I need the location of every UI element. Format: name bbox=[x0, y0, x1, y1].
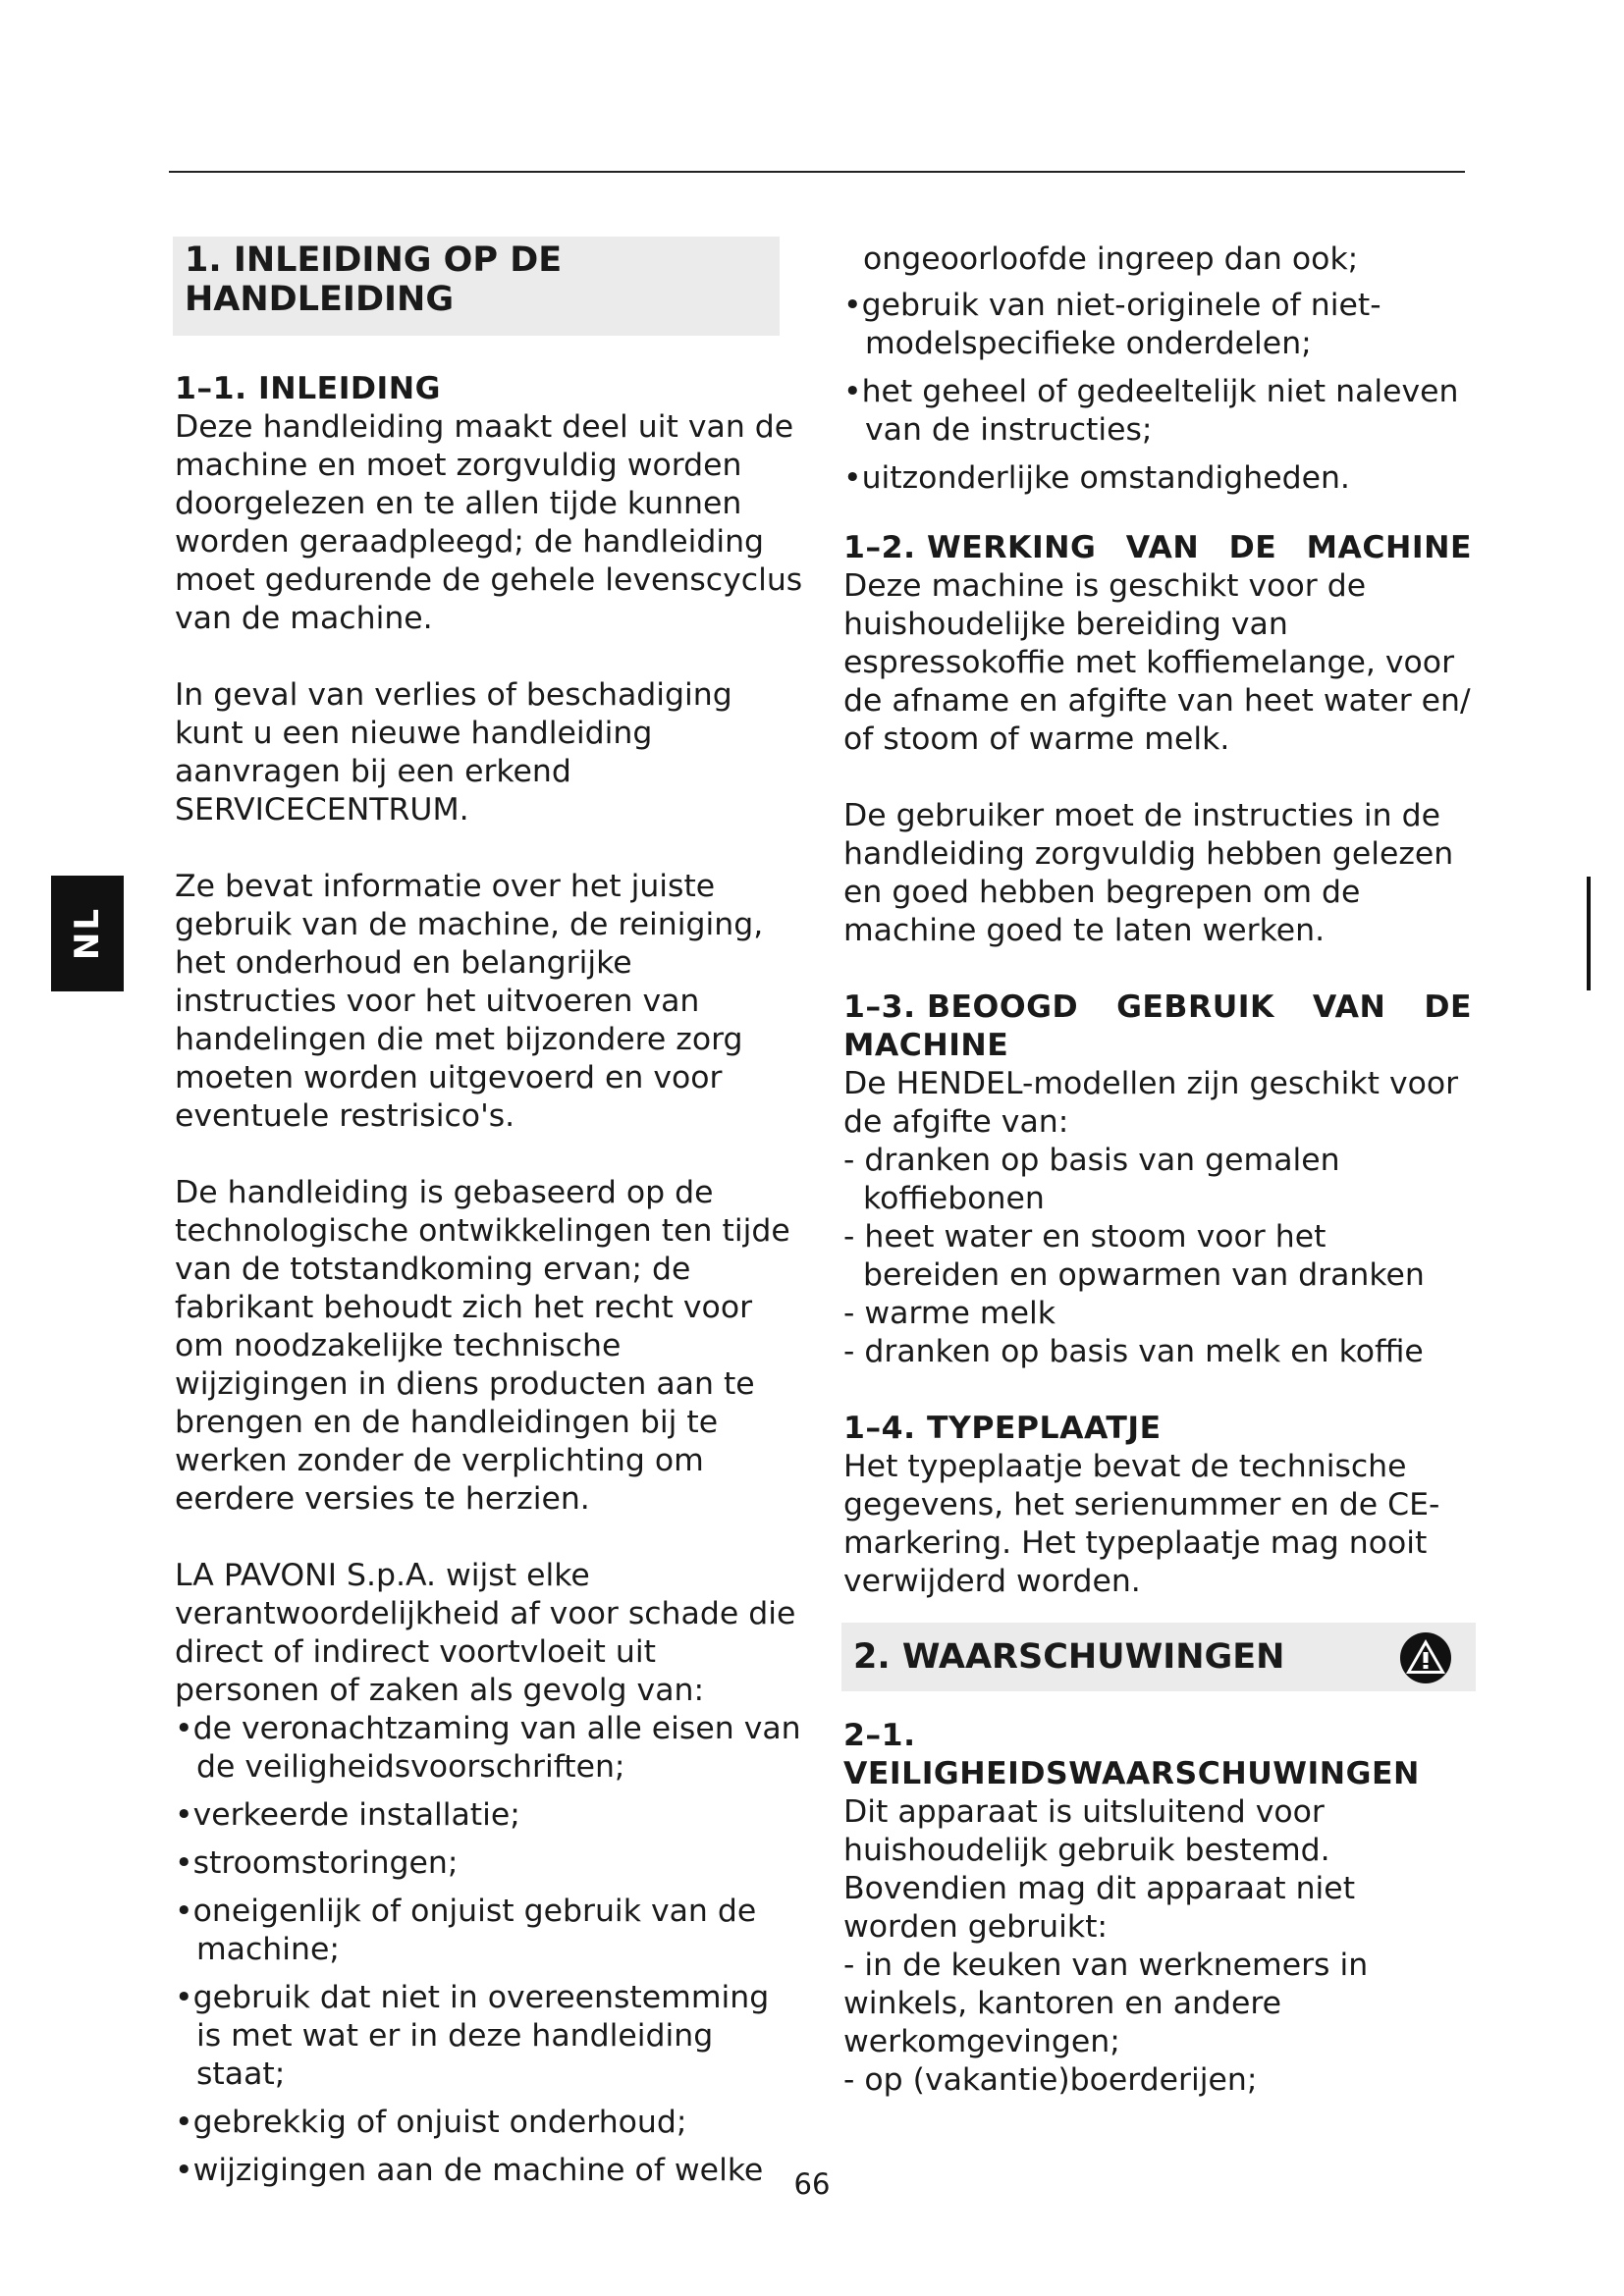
list-item: •wijzigingen aan de machine of welke bbox=[175, 2153, 764, 2188]
list-item: - dranken op basis van gemalen koffiebonen bbox=[843, 1143, 1340, 1216]
list-item: •uitzonderlijke omstandigheden. bbox=[843, 460, 1350, 496]
section-2-1-title: 2–1. VEILIGHEIDSWAARSCHUWINGEN bbox=[843, 1718, 1420, 1791]
section-1-4-title: 1–4. TYPEPLAATJE bbox=[843, 1411, 1162, 1446]
list-item: •de veronachtzaming van alle eisen van de veiligheidsvoorschriften; bbox=[175, 1711, 801, 1785]
section-2-banner-title: 2. WAARSCHUWINGEN bbox=[853, 1637, 1285, 1677]
section-2-banner bbox=[841, 1623, 1476, 1691]
list-item: - dranken op basis van melk en koffie bbox=[843, 1334, 1424, 1369]
warning-triangle-icon bbox=[1399, 1631, 1452, 1684]
intro-paragraph-5: LA PAVONI S.p.A. wijst elke verantwoordelijkheid af voor schade die direct of indirect voortvloeit uit personen of zaken als gevolg van: bbox=[175, 1558, 796, 1708]
section-1-3-title bbox=[843, 988, 1472, 1027]
list-item: - op (vakantie)boerderijen; bbox=[843, 2062, 1258, 2098]
intended-use-paragraph: De HENDEL-modellen zijn geschikt voor de afgifte van: bbox=[843, 1066, 1459, 1140]
list-item: - in de keuken van werknemers in winkels, kantoren en andere werkomgevingen; bbox=[843, 1948, 1369, 2059]
section-1-3-title-word: DE bbox=[1424, 989, 1472, 1025]
section-1-3-title-word: VAN bbox=[1312, 989, 1386, 1025]
right-column bbox=[843, 240, 1472, 2100]
section-1-2-title-word: VAN bbox=[1125, 530, 1200, 565]
section-1-2-title-word: MACHINE bbox=[1306, 530, 1472, 565]
section-1-2-title-word: 1–2. WERKING bbox=[843, 530, 1097, 565]
section-1-1-title: 1–1. INLEIDING bbox=[175, 371, 441, 406]
usage-paragraph-2: De gebruiker moet de instructies in de handleiding zorgvuldig hebben gelezen en goed hebben begrepen om de machine goed te laten werken. bbox=[843, 798, 1454, 948]
list-item: •het geheel of gedeeltelijk niet naleven van de instructies; bbox=[843, 374, 1459, 448]
section-1-3-title-line2: MACHINE bbox=[843, 1028, 1009, 1063]
header-rule bbox=[169, 171, 1465, 173]
usage-paragraph-1: Deze machine is geschikt voor de huishoudelijke bereiding van espressokoffie met koffiemelange, voor de afname en afgifte van heet water en/ of stoom of warme melk. bbox=[843, 568, 1471, 757]
list-item: •stroomstoringen; bbox=[175, 1845, 459, 1881]
list-item: - warme melk bbox=[843, 1296, 1056, 1331]
intro-paragraph-3: Ze bevat informatie over het juiste gebruik van de machine, de reiniging, het onderhoud en belangrijke instructies voor het uitvoeren van handelingen die met bijzondere zorg moeten worden uitgevoerd en voor eventuele restrisico's. bbox=[175, 869, 764, 1134]
safety-paragraph: Dit apparaat is uitsluitend voor huishoudelijk gebruik bestemd. Bovendien mag dit apparaat niet worden gebruikt: bbox=[843, 1794, 1356, 1945]
list-item: •gebrekkig of onjuist onderhoud; bbox=[175, 2105, 687, 2140]
liability-list bbox=[175, 1710, 803, 2190]
page-number: 66 bbox=[793, 2167, 831, 2201]
safety-list bbox=[843, 1947, 1472, 2100]
intro-paragraph-4: De handleiding is gebaseerd op de technologische ontwikkelingen ten tijde van de totstandkoming ervan; de fabrikant behoudt zich het recht voor om noodzakelijke technische wijzigingen in diens producten aan te brengen en de handleidingen bij te werken zonder de verplichting om eerdere versies te herzien. bbox=[175, 1175, 790, 1517]
left-column bbox=[175, 237, 803, 2200]
liability-list-continued bbox=[843, 287, 1472, 498]
language-tab bbox=[51, 876, 124, 991]
section-1-2-title-word: DE bbox=[1228, 530, 1277, 565]
list-continuation: ongeoorloofde ingreep dan ook; bbox=[863, 241, 1359, 277]
list-item: •gebruik van niet-originele of niet-modelspecifieke onderdelen; bbox=[843, 288, 1381, 361]
section-1-3-title-word: GEBRUIK bbox=[1116, 989, 1274, 1025]
section-1-3-title-word: 1–3. BEOOGD bbox=[843, 989, 1079, 1025]
list-item: •oneigenlijk of onjuist gebruik van de machine; bbox=[175, 1894, 757, 1967]
intro-paragraph-1: Deze handleiding maakt deel uit van de machine en moet zorgvuldig worden doorgelezen en te allen tijde kunnen worden geraadpleegd; de handleiding moet gedurende de gehele levenscyclus van de machine. bbox=[175, 409, 803, 636]
list-item: •verkeerde installatie; bbox=[175, 1797, 520, 1833]
section-1-2-title bbox=[843, 529, 1472, 567]
rating-plate-paragraph: Het typeplaatje bevat de technische gegevens, het serienummer en de CE-markering. Het typeplaatje mag nooit verwijderd worden. bbox=[843, 1449, 1440, 1599]
intro-paragraph-2: In geval van verlies of beschadiging kunt u een nieuwe handleiding aanvragen bij een erkend SERVICECENTRUM. bbox=[175, 677, 732, 828]
margin-marker bbox=[1587, 877, 1591, 990]
list-item: - heet water en stoom voor het bereiden en opwarmen van dranken bbox=[843, 1219, 1425, 1293]
list-item: •gebruik dat niet in overeenstemming is met wat er in deze handleiding staat; bbox=[175, 1980, 770, 2092]
language-tab-label: NL bbox=[68, 906, 107, 961]
section-1-banner: 1. INLEIDING OP DE HANDLEIDING bbox=[173, 237, 780, 336]
intended-use-list bbox=[843, 1142, 1472, 1371]
